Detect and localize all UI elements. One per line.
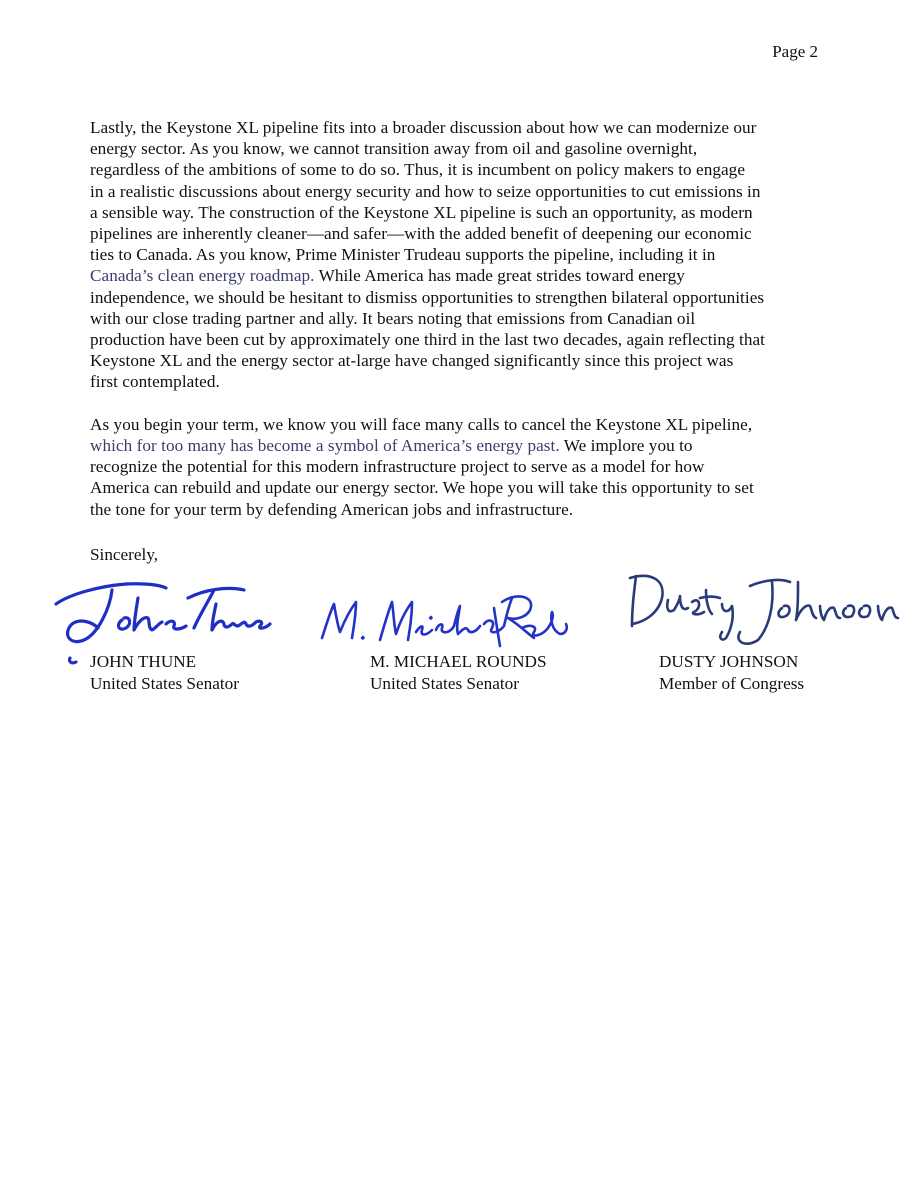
- text-line: the tone for your term by defending American jobs and infrastructure.: [90, 499, 574, 519]
- signer-name: M. MICHAEL ROUNDS: [370, 652, 547, 671]
- text-line: recognize the potential for this modern infrastructure project to serve as a model for how: [90, 457, 705, 477]
- text-line: Lastly, the Keystone XL pipeline fits into a broader discussion about how we can modernize our: [90, 118, 757, 137]
- text-fragment: While America has made great strides toward energy: [314, 266, 685, 286]
- signer-name: DUSTY JOHNSON: [659, 652, 799, 671]
- signer-block-johnson: [659, 651, 804, 694]
- signer-title: United States Senator: [90, 673, 239, 693]
- text-line: independence, we should be hesitant to dismiss opportunities to strengthen bilateral opportunities: [90, 287, 765, 307]
- text-line: a sensible way. The construction of the Keystone XL pipeline is such an opportunity, as modern: [90, 202, 753, 222]
- text-line: [90, 265, 825, 286]
- text-fragment: We implore you to: [559, 436, 693, 456]
- text-line: Keystone XL and the energy sector at-large have changed significantly since this project was: [90, 351, 734, 371]
- paragraph-spacer: [90, 393, 825, 414]
- text-line: energy sector. As you know, we cannot transition away from oil and gasoline overnight,: [90, 139, 698, 159]
- symbol-link[interactable]: which for too many has become a symbol of America’s energy past.: [90, 436, 560, 456]
- signer-block-thune: [90, 651, 239, 694]
- page-number: Page 2: [772, 42, 818, 61]
- text-line: regardless of the ambitions of some to do so. Thus, it is incumbent on policy makers to engage: [90, 160, 746, 180]
- paragraph-1: [90, 117, 825, 393]
- signer-block-rounds: [370, 651, 547, 694]
- roadmap-link[interactable]: Canada’s clean energy roadmap.: [90, 266, 315, 286]
- signer-name: JOHN THUNE: [90, 652, 197, 671]
- text-line: pipelines are inherently cleaner—and safer—with the added benefit of deepening our economic: [90, 224, 752, 244]
- text-line: America can rebuild and update our energy sector. We hope you will take this opportunity to set: [90, 478, 754, 498]
- text-line: production have been cut by approximately one third in the last two decades, again reflecting that: [90, 330, 765, 350]
- closing-salutation: Sincerely,: [90, 545, 159, 564]
- text-line: in a realistic discussions about energy security and how to seize opportunities to cut emissions in: [90, 181, 761, 201]
- signer-title: Member of Congress: [659, 673, 805, 693]
- text-line: first contemplated.: [90, 372, 220, 392]
- text-line: ties to Canada. As you know, Prime Minister Trudeau supports the pipeline, including it in: [90, 245, 716, 265]
- letter-body: [90, 117, 825, 520]
- text-line: As you begin your term, we know you will face many calls to cancel the Keystone XL pipeline,: [90, 414, 753, 434]
- text-line: with our close trading partner and ally. It bears noting that emissions from Canadian oil: [90, 308, 696, 328]
- paragraph-2: [90, 414, 825, 520]
- text-line: [90, 435, 825, 456]
- signer-title: United States Senator: [370, 673, 519, 693]
